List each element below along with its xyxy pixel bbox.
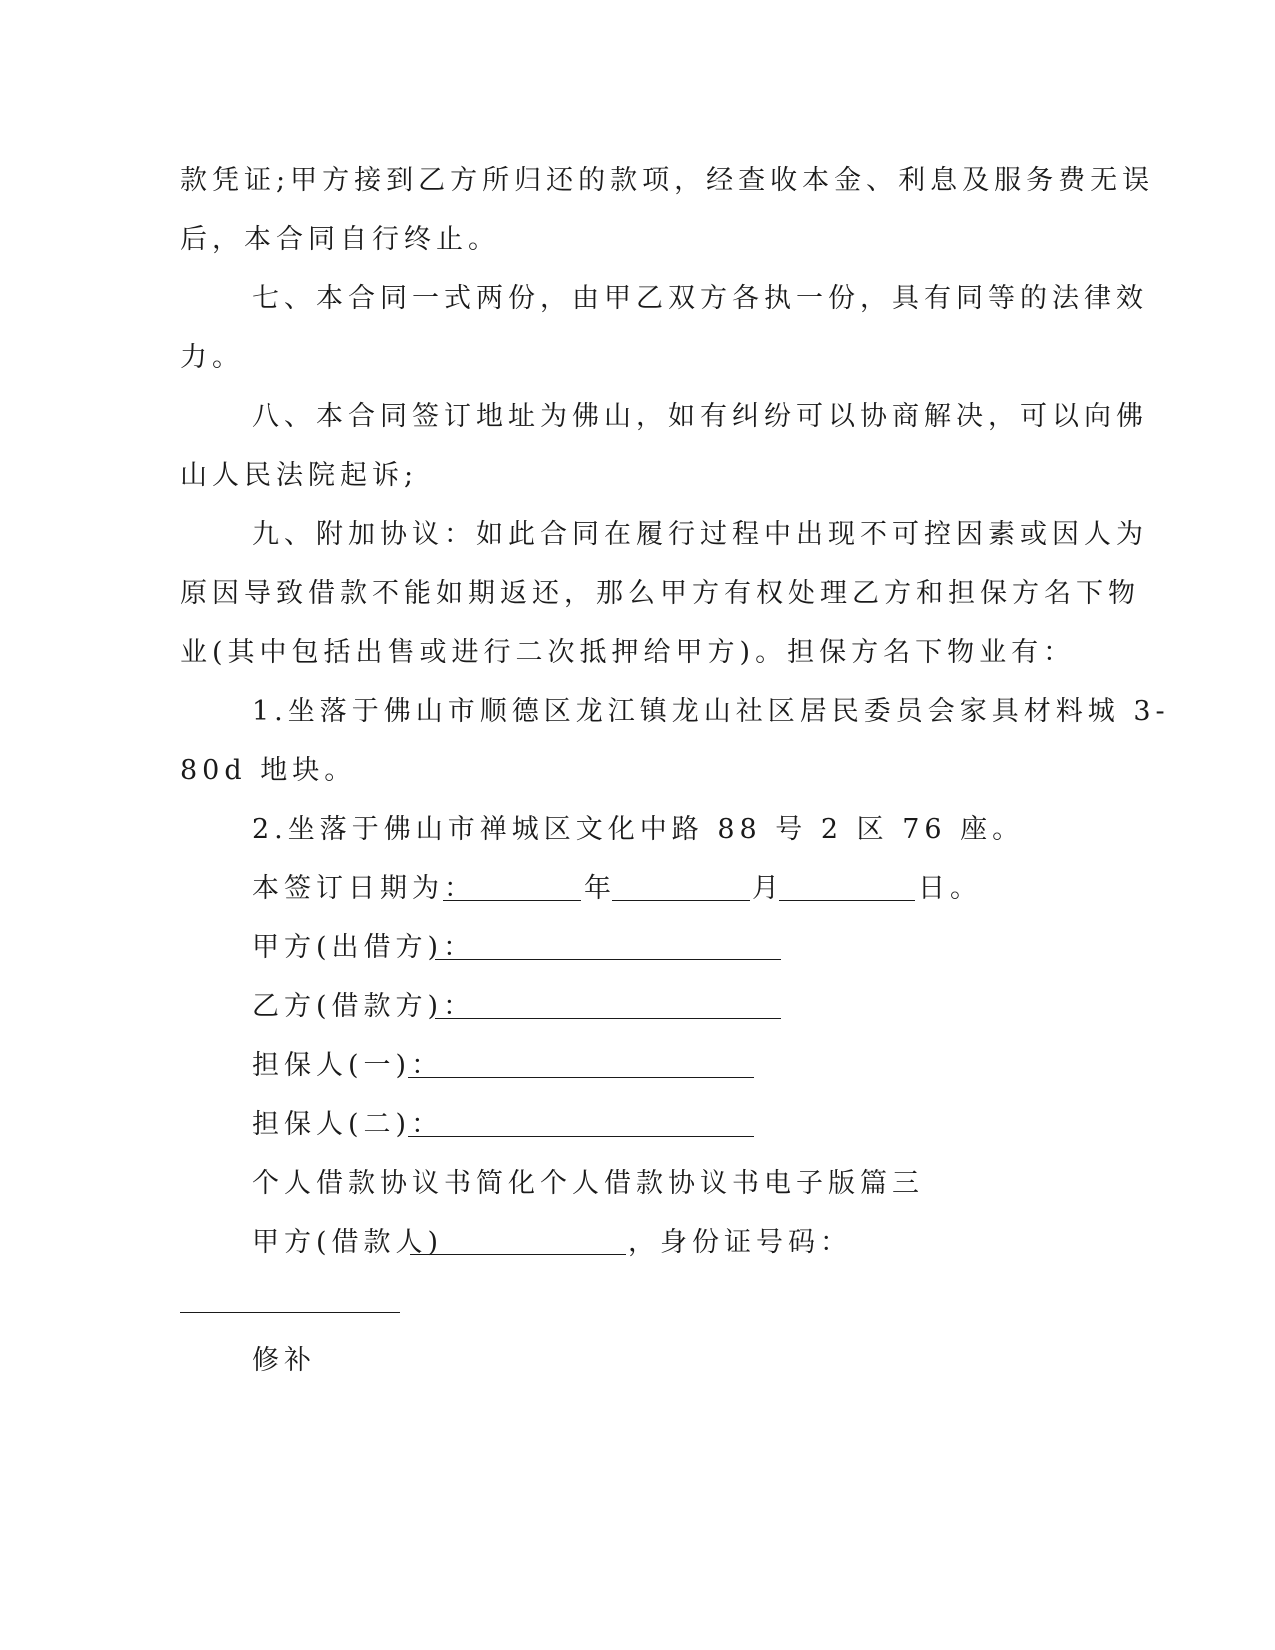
paragraph-line: 力。: [180, 342, 244, 373]
id-number-label: ，身份证号码：: [628, 1227, 852, 1258]
guarantor-1-label: 担保人(一)：: [252, 1050, 444, 1081]
footer-text: 修补: [252, 1345, 316, 1376]
paragraph-line: 款凭证;甲方接到乙方所归还的款项，经查收本金、利息及服务费无误: [180, 165, 1155, 196]
property-item-1: 1.坐落于佛山市顺德区龙江镇龙山社区居民委员会家具材料城 3-: [252, 696, 1170, 727]
party-a-lender-blank: [435, 959, 781, 960]
paragraph-line: 业(其中包括出售或进行二次抵押给甲方)。担保方名下物业有：: [180, 637, 1076, 668]
day-label: 日。: [918, 873, 982, 904]
month-blank: [612, 900, 750, 901]
clause-eight: 八、本合同签订地址为佛山，如有纠纷可以协商解决，可以向佛: [252, 401, 1148, 432]
party-a-lender-label: 甲方(出借方)：: [252, 932, 476, 963]
property-item-2: 2.坐落于佛山市禅城区文化中路 88 号 2 区 76 座。: [252, 814, 1025, 845]
paragraph-line: 后，本合同自行终止。: [180, 224, 500, 255]
signing-date-label: 本签订日期为：: [252, 873, 476, 904]
guarantor-2-blank: [408, 1136, 754, 1137]
paragraph-line: 80d 地块。: [180, 755, 357, 786]
guarantor-1-blank: [408, 1077, 754, 1078]
year-blank: [443, 900, 581, 901]
paragraph-line: 山人民法院起诉;: [180, 460, 419, 491]
month-label: 月: [752, 873, 784, 904]
party-b-borrower-label: 乙方(借款方)：: [252, 991, 476, 1022]
guarantor-2-label: 担保人(二)：: [252, 1109, 444, 1140]
party-a-borrower-label: 甲方(借款人): [252, 1227, 444, 1258]
day-blank: [779, 900, 915, 901]
clause-seven: 七、本合同一式两份，由甲乙双方各执一份，具有同等的法律效: [252, 283, 1148, 314]
clause-nine: 九、附加协议：如此合同在履行过程中出现不可控因素或因人为: [252, 519, 1148, 550]
signing-date-row: [252, 871, 476, 907]
paragraph-line: 原因导致借款不能如期返还，那么甲方有权处理乙方和担保方名下物: [180, 578, 1140, 609]
section-title: 个人借款协议书简化个人借款协议书电子版篇三: [252, 1168, 924, 1199]
party-b-borrower-blank: [435, 1018, 781, 1019]
year-label: 年: [584, 873, 616, 904]
id-number-blank: [180, 1312, 400, 1313]
party-a-borrower-blank: [410, 1254, 626, 1255]
